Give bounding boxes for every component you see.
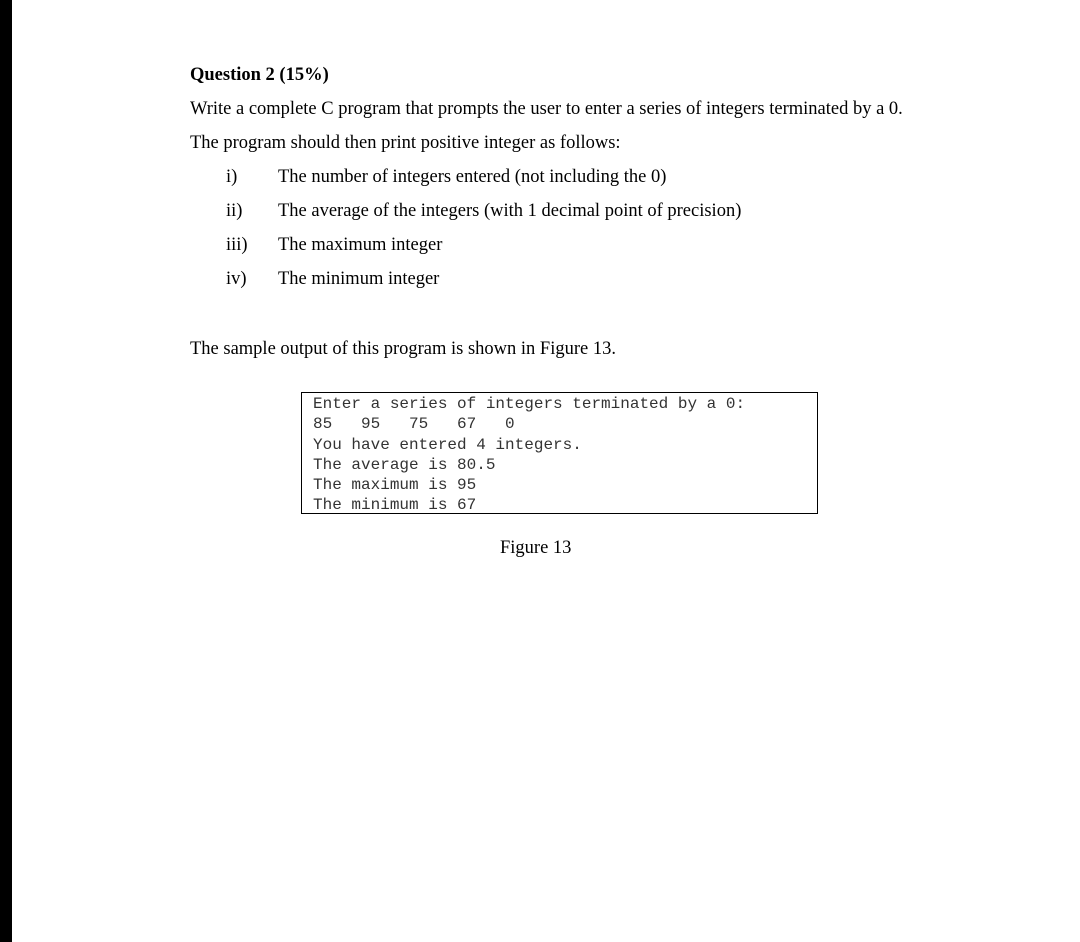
requirement-text: The number of integers entered (not including the 0) [278,167,667,187]
question-title: Question 2 (15%) [190,65,329,85]
requirement-text: The minimum integer [278,269,440,289]
sample-intro: The sample output of this program is shown in Figure 13. [190,339,616,359]
question-instruction-line-2: The program should then print positive integer as follows: [190,133,621,153]
question-instruction-line: Write a complete C program that prompts the user to enter a series of integers terminated by a 0. [190,99,903,119]
left-edge-bar [0,0,12,942]
output-line: 85 95 75 67 0 [313,415,515,434]
requirement-text: The average of the integers (with 1 decimal point of precision) [278,201,742,221]
output-line: The minimum is 67 [313,496,477,515]
requirement-number: i) [226,167,238,187]
requirement-number: iv) [226,269,247,289]
requirement-number: iii) [226,235,248,255]
figure-caption: Figure 13 [500,538,572,558]
output-line: The average is 80.5 [313,455,496,474]
requirement-text: The maximum integer [278,235,443,255]
requirement-number: ii) [226,201,243,221]
output-line: You have entered 4 integers. [313,435,582,454]
output-line: Enter a series of integers terminated by a 0: [313,395,746,413]
sample-output-box [301,392,818,514]
output-line: The maximum is 95 [313,476,477,495]
